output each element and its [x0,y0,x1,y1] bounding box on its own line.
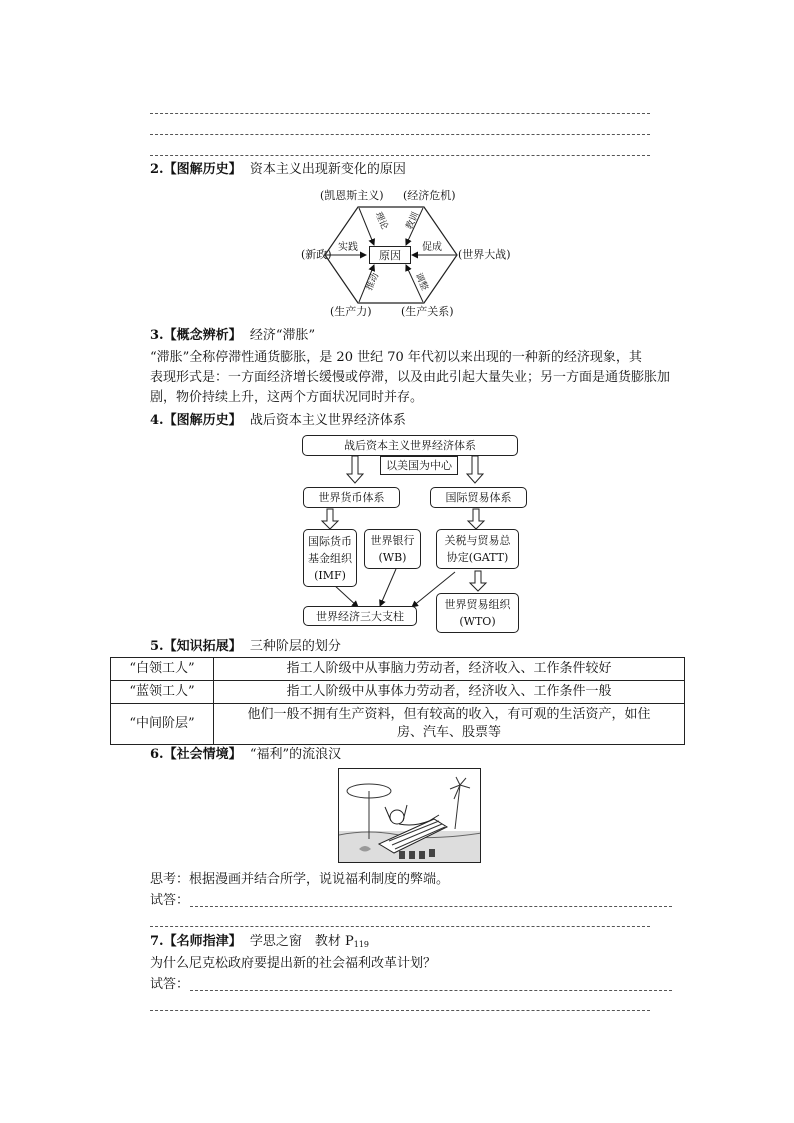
edge-label-guide: 理论 [372,210,390,232]
section-6-heading [150,746,341,764]
strata-table [110,657,685,745]
section-number: 5. [150,639,164,654]
box-line: 世界银行 [370,534,415,547]
node-productivity: (生产力) [330,305,372,318]
section-tag: 【知识拓展】 [163,639,242,654]
table-row [111,658,685,681]
answer-label: 试答： [150,977,190,992]
box-line: 关税与贸易总 [444,534,511,547]
section-title: 学思之窗 教材 P [249,934,354,949]
section-tag: 【图解历史】 [163,162,242,177]
table-row [111,704,685,745]
section-number: 7. [150,934,164,949]
section-tag: 【名师指津】 [163,934,242,949]
box-line: 世界贸易组织 [444,598,511,611]
cartoon-drawing [339,769,481,863]
answer-line [190,990,672,991]
table-cell: “白领工人” [111,658,214,681]
edge-label-push: 推动 [364,271,382,293]
paragraph-line: 剧，物价持续上升，这两个方面状况同时并存。 [150,390,424,405]
box-line: (WTO) [459,615,496,628]
table-cell: 指工人阶级中从事脑力劳动者，经济收入、工作条件较好 [214,658,685,681]
table-cell: 他们一般不拥有生产资料，但有较高的收入，有可观的生活资产，如住房、汽车、股票等 [214,704,685,745]
node-production-relations: (生产关系) [401,305,454,318]
section-tag: 【图解历史】 [163,413,242,428]
section-6-question: 思考：根据漫画并结合所学，说说福利制度的弊端。 [150,872,450,887]
paragraph-line: 表现形式是：一方面经济增长缓慢或停滞，以及由此引起大量失业；另一方面是通货膨胀加 [150,370,671,385]
answer-line [150,926,650,927]
node-economic-crisis: (经济危机) [403,189,456,202]
box-world-bank [364,529,421,569]
section-title: “福利”的流浪汉 [249,747,342,762]
box-imf [303,529,357,587]
paragraph-line: “滞胀”全称停滞性通货膨胀，是 20 世纪 70 年代初以来出现的一种新的经济现象，其 [150,350,642,365]
table-cell: 指工人阶级中从事体力劳动者，经济收入、工作条件一般 [214,681,685,704]
box-line: (WB) [378,551,407,564]
table-row [111,681,685,704]
edge-label-promote: 促成 [422,242,442,253]
section-tag: 【概念辨析】 [163,328,242,343]
section-3-heading [150,327,315,345]
section-title: 三种阶层的划分 [249,639,341,654]
answer-line [190,906,672,907]
node-keynesianism: (凯恩斯主义) [320,189,384,202]
section-title: 经济“滞胀” [249,328,316,343]
answer-line [150,1010,650,1011]
answer-label: 试答： [150,893,190,908]
box-us-centered: 以美国为中心 [380,456,458,475]
section-7-question: 为什么尼克松政府要提出新的社会福利改革计划？ [150,956,437,971]
edge-label-lesson: 教训 [404,210,422,232]
box-line: 协定(GATT) [446,551,509,564]
section-5-heading [150,638,341,656]
box-postwar-system: 战后资本主义世界经济体系 [302,435,518,456]
table-cell: “中间阶层” [111,704,214,745]
box-gatt [436,529,519,569]
section-number: 4. [150,413,164,428]
section-number: 6. [150,747,164,762]
section-7-heading [150,933,369,954]
section-4-heading [150,412,406,430]
box-line: 基金组织 [308,551,352,565]
edge-label-adjust: 调整 [412,271,430,293]
section-title: 战后资本主义世界经济体系 [249,413,406,428]
page-subscript: 119 [353,940,370,949]
box-wto [436,593,519,633]
section-number: 3. [150,328,164,343]
cartoon-image [338,768,481,863]
section-title: 资本主义出现新变化的原因 [249,162,406,177]
box-trade-system: 国际贸易体系 [430,487,527,508]
box-line: (IMF) [314,568,346,582]
box-line: 国际货币 [308,534,352,548]
node-cause-center: 原因 [369,246,411,264]
table-cell: “蓝领工人” [111,681,214,704]
edge-label-practice: 实践 [338,242,358,253]
box-monetary-system: 世界货币体系 [303,487,400,508]
section-tag: 【社会情境】 [163,747,242,762]
box-three-pillars: 世界经济三大支柱 [303,606,417,626]
section-number: 2. [150,162,164,177]
node-world-war: (世界大战) [458,248,511,261]
node-new-deal: (新政) [301,248,332,261]
